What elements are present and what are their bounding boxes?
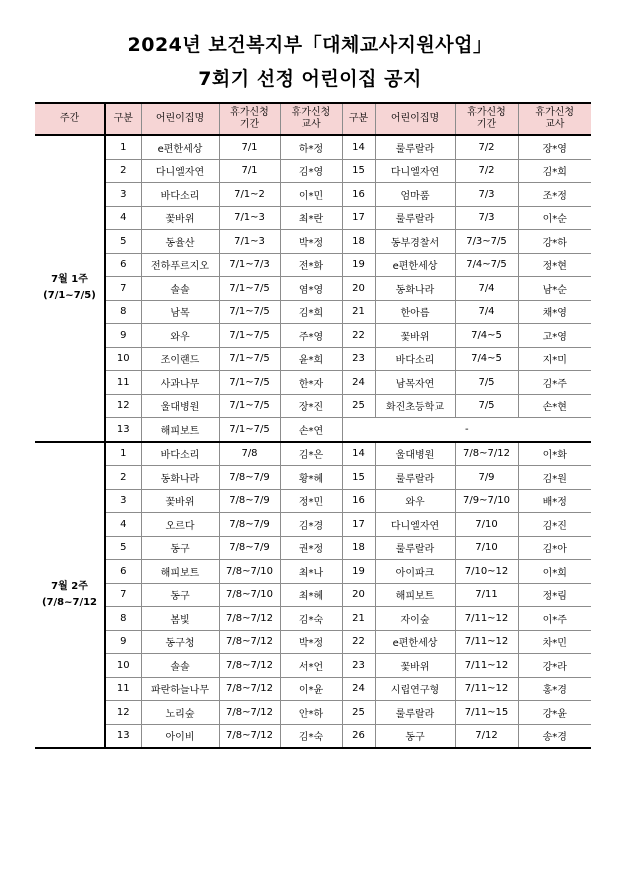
cell-period: 7/8~7/10 — [219, 560, 280, 584]
cell-teacher: 홍*경 — [518, 677, 591, 701]
cell-period: 7/1~7/5 — [219, 300, 280, 324]
cell-period: 7/11~15 — [455, 701, 518, 725]
cell-no: 26 — [342, 724, 375, 748]
cell-period: 7/9 — [455, 466, 518, 490]
table-row — [35, 371, 591, 395]
cell-no: 11 — [105, 371, 141, 395]
cell-teacher: 전*화 — [280, 253, 342, 277]
cell-no: 2 — [105, 159, 141, 183]
cell-no: 14 — [342, 442, 375, 466]
cell-teacher: 염*영 — [280, 277, 342, 301]
cell-teacher: 권*정 — [280, 536, 342, 560]
cell-no: 21 — [342, 607, 375, 631]
cell-no: 3 — [105, 489, 141, 513]
table-row — [35, 230, 591, 254]
cell-no: 4 — [105, 513, 141, 537]
cell-name: 꽃바위 — [375, 324, 455, 348]
cell-period: 7/4 — [455, 277, 518, 301]
cell-period: 7/1~7/5 — [219, 277, 280, 301]
cell-period: 7/3 — [455, 206, 518, 230]
table-row — [35, 677, 591, 701]
table-row — [35, 513, 591, 537]
cell-no: 13 — [105, 418, 141, 442]
cell-no: 13 — [105, 724, 141, 748]
cell-name: 울대병원 — [375, 442, 455, 466]
cell-no: 17 — [342, 206, 375, 230]
cell-name: 아이비 — [141, 724, 219, 748]
cell-teacher: 황*혜 — [280, 466, 342, 490]
week-name: 7월 2주 — [51, 580, 88, 592]
header-period: 휴가신청 기간 — [219, 103, 280, 135]
cell-name: 봄빛 — [141, 607, 219, 631]
week-name: 7월 1주 — [51, 274, 88, 286]
cell-teacher: 박*정 — [280, 230, 342, 254]
cell-teacher: 김*은 — [280, 442, 342, 466]
cell-no: 20 — [342, 583, 375, 607]
cell-period: 7/12 — [455, 724, 518, 748]
table-row — [35, 394, 591, 418]
cell-no: 5 — [105, 536, 141, 560]
cell-no: 9 — [105, 630, 141, 654]
cell-period: 7/10 — [455, 536, 518, 560]
cell-name: 룰루랄라 — [375, 701, 455, 725]
cell-teacher: 김*주 — [518, 371, 591, 395]
cell-name: 동구 — [141, 536, 219, 560]
cell-teacher: 최*혜 — [280, 583, 342, 607]
cell-name: 바다소리 — [141, 183, 219, 207]
cell-period: 7/5 — [455, 394, 518, 418]
cell-name: 엄마품 — [375, 183, 455, 207]
cell-name: 울대병원 — [141, 394, 219, 418]
header-no: 구분 — [105, 103, 141, 135]
cell-teacher: 윤*희 — [280, 347, 342, 371]
cell-period: 7/8~7/10 — [219, 583, 280, 607]
cell-teacher: 주*영 — [280, 324, 342, 348]
cell-period: 7/8~7/9 — [219, 466, 280, 490]
cell-teacher: 이*화 — [518, 442, 591, 466]
empty-cell: - — [342, 418, 591, 442]
cell-teacher: 이*윤 — [280, 677, 342, 701]
cell-period: 7/8~7/9 — [219, 513, 280, 537]
table-row — [35, 159, 591, 183]
header-row — [35, 103, 591, 135]
cell-teacher: 장*진 — [280, 394, 342, 418]
cell-period: 7/11~12 — [455, 630, 518, 654]
cell-teacher: 김*숙 — [280, 607, 342, 631]
cell-teacher: 하*정 — [280, 135, 342, 159]
table-row — [35, 135, 591, 159]
table-row — [35, 560, 591, 584]
cell-period: 7/9~7/10 — [455, 489, 518, 513]
cell-name: 한아름 — [375, 300, 455, 324]
table-row — [35, 724, 591, 748]
cell-teacher: 정*현 — [518, 253, 591, 277]
cell-period: 7/1~7/5 — [219, 418, 280, 442]
cell-no: 3 — [105, 183, 141, 207]
cell-period: 7/8~7/12 — [219, 654, 280, 678]
cell-name: 해피보트 — [375, 583, 455, 607]
cell-name: 남목자연 — [375, 371, 455, 395]
header-week: 주간 — [35, 103, 105, 135]
cell-teacher: 김*희 — [518, 159, 591, 183]
cell-name: 동화나라 — [141, 466, 219, 490]
cell-no: 9 — [105, 324, 141, 348]
cell-teacher: 손*연 — [280, 418, 342, 442]
cell-teacher: 남*순 — [518, 277, 591, 301]
cell-no: 21 — [342, 300, 375, 324]
cell-no: 6 — [105, 253, 141, 277]
cell-period: 7/4~5 — [455, 347, 518, 371]
cell-period: 7/10 — [455, 513, 518, 537]
cell-period: 7/4 — [455, 300, 518, 324]
cell-name: 바다소리 — [375, 347, 455, 371]
cell-period: 7/1~3 — [219, 230, 280, 254]
table-row — [35, 654, 591, 678]
table-row — [35, 183, 591, 207]
cell-no: 25 — [342, 701, 375, 725]
cell-name: 자이숲 — [375, 607, 455, 631]
table-row — [35, 489, 591, 513]
cell-teacher: 강*하 — [518, 230, 591, 254]
cell-no: 6 — [105, 560, 141, 584]
table-row — [35, 324, 591, 348]
cell-name: 아이파크 — [375, 560, 455, 584]
cell-name: 솔솔 — [141, 277, 219, 301]
cell-name: 와우 — [375, 489, 455, 513]
header-teacher: 휴가신청 교사 — [280, 103, 342, 135]
cell-no: 7 — [105, 277, 141, 301]
cell-no: 23 — [342, 654, 375, 678]
header-name: 어린이집명 — [375, 103, 455, 135]
cell-name: 꽃바위 — [141, 206, 219, 230]
cell-no: 24 — [342, 371, 375, 395]
table-row — [35, 347, 591, 371]
cell-period: 7/1~7/5 — [219, 394, 280, 418]
cell-no: 18 — [342, 230, 375, 254]
cell-name: 파란하늘나무 — [141, 677, 219, 701]
cell-teacher: 김*원 — [518, 466, 591, 490]
cell-teacher: 최*란 — [280, 206, 342, 230]
cell-teacher: 이*민 — [280, 183, 342, 207]
cell-name: 꽃바위 — [141, 489, 219, 513]
table-row — [35, 536, 591, 560]
cell-no: 18 — [342, 536, 375, 560]
header-name: 어린이집명 — [141, 103, 219, 135]
cell-name: 동부경찰서 — [375, 230, 455, 254]
cell-teacher: 채*영 — [518, 300, 591, 324]
cell-teacher: 배*정 — [518, 489, 591, 513]
cell-teacher: 장*영 — [518, 135, 591, 159]
cell-no: 17 — [342, 513, 375, 537]
cell-period: 7/8~7/12 — [455, 442, 518, 466]
cell-period: 7/10~12 — [455, 560, 518, 584]
cell-period: 7/8~7/9 — [219, 536, 280, 560]
cell-period: 7/1~2 — [219, 183, 280, 207]
cell-name: 동구청 — [141, 630, 219, 654]
cell-period: 7/4~7/5 — [455, 253, 518, 277]
week-range: (7/8~7/12 — [41, 596, 98, 608]
cell-teacher: 최*나 — [280, 560, 342, 584]
cell-name: 전하푸르지오 — [141, 253, 219, 277]
cell-no: 22 — [342, 324, 375, 348]
table-row — [35, 253, 591, 277]
cell-no: 2 — [105, 466, 141, 490]
cell-no: 20 — [342, 277, 375, 301]
cell-no: 7 — [105, 583, 141, 607]
cell-name: e편한세상 — [141, 135, 219, 159]
cell-teacher: 조*정 — [518, 183, 591, 207]
cell-teacher: 이*순 — [518, 206, 591, 230]
cell-teacher: 김*진 — [518, 513, 591, 537]
cell-name: 다니엘자연 — [375, 513, 455, 537]
cell-no: 11 — [105, 677, 141, 701]
cell-name: 해피보트 — [141, 418, 219, 442]
cell-no: 19 — [342, 560, 375, 584]
table-row — [35, 277, 591, 301]
cell-name: 룰루랄라 — [375, 466, 455, 490]
cell-no: 12 — [105, 394, 141, 418]
header-no: 구분 — [342, 103, 375, 135]
cell-period: 7/11~12 — [455, 677, 518, 701]
cell-no: 5 — [105, 230, 141, 254]
cell-teacher: 고*영 — [518, 324, 591, 348]
cell-name: 동구 — [141, 583, 219, 607]
cell-name: 룰루랄라 — [375, 536, 455, 560]
cell-no: 12 — [105, 701, 141, 725]
cell-name: 다니엘자연 — [375, 159, 455, 183]
cell-period: 7/1 — [219, 159, 280, 183]
table-row — [35, 701, 591, 725]
cell-period: 7/8~7/12 — [219, 701, 280, 725]
cell-teacher: 정*민 — [280, 489, 342, 513]
cell-period: 7/4~5 — [455, 324, 518, 348]
cell-name: 화진초등학교 — [375, 394, 455, 418]
cell-no: 15 — [342, 159, 375, 183]
cell-teacher: 송*경 — [518, 724, 591, 748]
cell-teacher: 이*희 — [518, 560, 591, 584]
cell-name: 꽃바위 — [375, 654, 455, 678]
cell-no: 25 — [342, 394, 375, 418]
cell-period: 7/11~12 — [455, 607, 518, 631]
cell-period: 7/1~7/5 — [219, 347, 280, 371]
cell-period: 7/8~7/12 — [219, 677, 280, 701]
cell-no: 14 — [342, 135, 375, 159]
table-row — [35, 630, 591, 654]
table-row — [35, 442, 591, 466]
cell-period: 7/1~7/5 — [219, 324, 280, 348]
cell-teacher: 김*경 — [280, 513, 342, 537]
cell-name: 솔솔 — [141, 654, 219, 678]
cell-period: 7/3~7/5 — [455, 230, 518, 254]
cell-name: 동화나라 — [375, 277, 455, 301]
cell-name: e편한세상 — [375, 630, 455, 654]
selection-table — [35, 102, 591, 749]
table-row — [35, 300, 591, 324]
table-row — [35, 466, 591, 490]
notice-subtitle: 7회기 선정 어린이집 공지 — [198, 68, 422, 90]
cell-name: 사과나무 — [141, 371, 219, 395]
cell-no: 10 — [105, 654, 141, 678]
cell-period: 7/8~7/9 — [219, 489, 280, 513]
table-row — [35, 206, 591, 230]
cell-period: 7/8~7/12 — [219, 607, 280, 631]
cell-no: 23 — [342, 347, 375, 371]
cell-teacher: 김*숙 — [280, 724, 342, 748]
cell-name: 룰루랄라 — [375, 206, 455, 230]
cell-name: 다니엘자연 — [141, 159, 219, 183]
cell-period: 7/5 — [455, 371, 518, 395]
cell-name: 조이랜드 — [141, 347, 219, 371]
cell-teacher: 강*라 — [518, 654, 591, 678]
table-row — [35, 607, 591, 631]
cell-teacher: 박*정 — [280, 630, 342, 654]
cell-teacher: 지*미 — [518, 347, 591, 371]
cell-teacher: 김*영 — [280, 159, 342, 183]
cell-teacher: 정*림 — [518, 583, 591, 607]
cell-name: 동구 — [375, 724, 455, 748]
cell-teacher: 한*자 — [280, 371, 342, 395]
cell-period: 7/1~7/5 — [219, 371, 280, 395]
cell-teacher: 서*언 — [280, 654, 342, 678]
header-teacher: 휴가신청 교사 — [518, 103, 591, 135]
cell-period: 7/1 — [219, 135, 280, 159]
cell-period: 7/2 — [455, 135, 518, 159]
cell-teacher: 김*희 — [280, 300, 342, 324]
cell-name: e편한세상 — [375, 253, 455, 277]
cell-name: 남목 — [141, 300, 219, 324]
cell-period: 7/8~7/12 — [219, 724, 280, 748]
cell-name: 시립연구형 — [375, 677, 455, 701]
cell-teacher: 손*현 — [518, 394, 591, 418]
cell-no: 22 — [342, 630, 375, 654]
cell-no: 19 — [342, 253, 375, 277]
cell-no: 1 — [105, 135, 141, 159]
cell-no: 24 — [342, 677, 375, 701]
cell-no: 15 — [342, 466, 375, 490]
cell-teacher: 강*윤 — [518, 701, 591, 725]
cell-period: 7/11 — [455, 583, 518, 607]
cell-no: 4 — [105, 206, 141, 230]
cell-period: 7/8 — [219, 442, 280, 466]
week-range: (7/1~7/5) — [43, 290, 96, 302]
cell-name: 해피보트 — [141, 560, 219, 584]
week-label — [35, 442, 105, 749]
cell-no: 16 — [342, 183, 375, 207]
cell-name: 오르다 — [141, 513, 219, 537]
cell-no: 16 — [342, 489, 375, 513]
table-row — [35, 418, 591, 442]
cell-name: 노리숲 — [141, 701, 219, 725]
cell-period: 7/1~7/3 — [219, 253, 280, 277]
cell-no: 8 — [105, 607, 141, 631]
cell-teacher: 김*아 — [518, 536, 591, 560]
cell-period: 7/3 — [455, 183, 518, 207]
cell-period: 7/11~12 — [455, 654, 518, 678]
notice-title: 2024년 보건복지부「대체교사지원사업」 — [127, 34, 493, 56]
cell-name: 와우 — [141, 324, 219, 348]
cell-no: 8 — [105, 300, 141, 324]
cell-name: 동율산 — [141, 230, 219, 254]
cell-period: 7/8~7/12 — [219, 630, 280, 654]
week-label — [35, 135, 105, 442]
cell-period: 7/1~3 — [219, 206, 280, 230]
table-row — [35, 583, 591, 607]
cell-no: 10 — [105, 347, 141, 371]
header-period: 휴가신청 기간 — [455, 103, 518, 135]
cell-teacher: 이*주 — [518, 607, 591, 631]
cell-name: 바다소리 — [141, 442, 219, 466]
cell-name: 룰루랄라 — [375, 135, 455, 159]
cell-teacher: 차*민 — [518, 630, 591, 654]
cell-no: 1 — [105, 442, 141, 466]
cell-teacher: 안*하 — [280, 701, 342, 725]
cell-period: 7/2 — [455, 159, 518, 183]
